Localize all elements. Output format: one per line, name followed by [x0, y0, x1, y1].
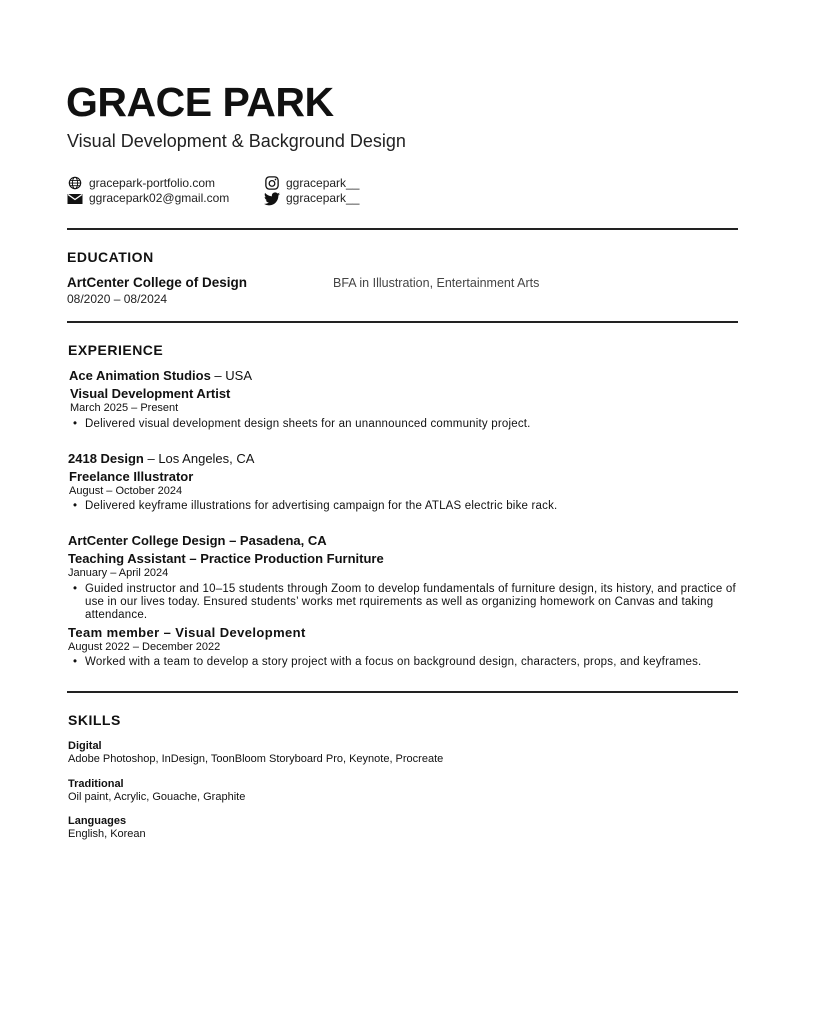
skill-label: Languages	[68, 815, 127, 827]
job-role: Freelance Illustrator	[69, 469, 194, 484]
job-company: 2418 Design – Los Angeles, CA	[68, 451, 255, 466]
job-bullet: • Guided instructor and 10–15 students through Zoom to develop fundamentals of furniture design, its history, and practice of use in our lives today. Ensured students’ works met rquirements as well as organizing homework on Canvas and taking attendance.	[73, 583, 750, 622]
education-heading: EDUCATION	[67, 249, 154, 265]
job-bullet: • Delivered keyframe illustrations for advertising campaign for the ATLAS electric bike rack.	[73, 500, 750, 513]
candidate-title: Visual Development & Background Design	[67, 131, 406, 151]
job-role: Teaching Assistant – Practice Production Furniture	[68, 551, 384, 566]
job-dates: March 2025 – Present	[70, 402, 179, 414]
skill-label: Digital	[68, 740, 102, 752]
skill-value: Oil paint, Acrylic, Gouache, Graphite	[68, 791, 246, 803]
instagram-handle[interactable]: ggracepark__	[286, 176, 360, 190]
twitter-handle[interactable]: ggracepark__	[286, 191, 360, 205]
skill-label: Traditional	[68, 778, 124, 790]
skill-value: Adobe Photoshop, InDesign, ToonBloom Storyboard Pro, Keynote, Procreate	[68, 753, 444, 765]
education-dates: 08/2020 – 08/2024	[67, 292, 168, 306]
mail-icon	[67, 192, 83, 206]
experience-heading: EXPERIENCE	[68, 342, 164, 358]
school-name: ArtCenter College of Design	[67, 275, 248, 290]
job-bullet: • Worked with a team to develop a story project with a focus on background design, characters, props, and keyframes.	[73, 656, 750, 669]
job-dates: January – April 2024	[68, 567, 169, 579]
candidate-name: GRACE PARK	[66, 79, 334, 125]
job-company: ArtCenter College Design – Pasadena, CA	[68, 533, 327, 548]
job-company: Ace Animation Studios – USA	[69, 368, 252, 383]
job-dates: August 2022 – December 2022	[68, 641, 221, 653]
job-role: Visual Development Artist	[70, 386, 231, 401]
globe-icon	[67, 176, 83, 190]
skill-value: English, Korean	[68, 828, 146, 840]
job-bullet: • Delivered visual development design sheets for an unannounced community project.	[73, 418, 750, 431]
divider	[67, 321, 738, 323]
website-link[interactable]: gracepark-portfolio.com	[89, 176, 216, 190]
skills-heading: SKILLS	[68, 712, 121, 728]
divider	[67, 691, 738, 693]
divider	[67, 228, 738, 230]
email-link[interactable]: ggracepark02@gmail.com	[89, 191, 230, 205]
instagram-icon	[264, 176, 280, 190]
degree: BFA in Illustration, Entertainment Arts	[333, 276, 540, 290]
twitter-icon	[264, 192, 280, 206]
job-dates: August – October 2024	[69, 485, 183, 497]
job-role: Team member – Visual Development	[68, 625, 306, 640]
